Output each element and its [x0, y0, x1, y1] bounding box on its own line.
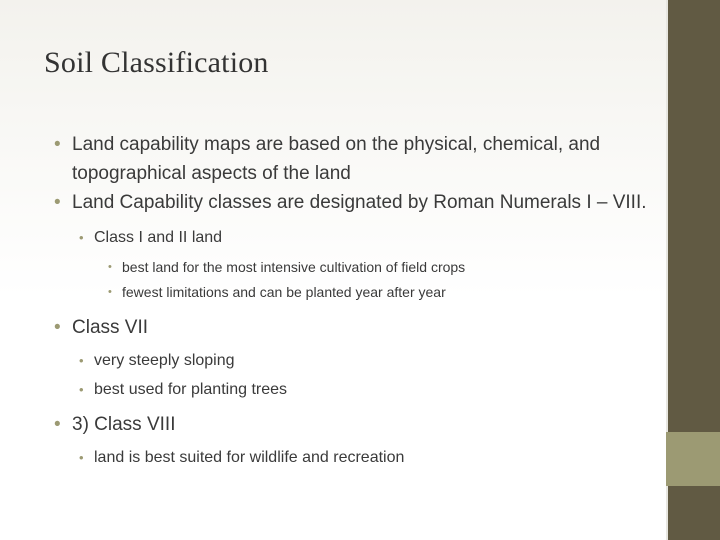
list-item [44, 443, 654, 472]
list-item-text: 3) Class VIII [72, 414, 176, 435]
list-item-text: Land Capability classes are designated by Roman Numerals I – VIII. [72, 192, 647, 213]
bullet-icon: • [79, 450, 84, 465]
bullet-icon: • [79, 230, 84, 245]
list-item-text: best used for planting trees [94, 381, 288, 398]
list-item-text: Land capability maps are based on the physical, chemical, and topographical aspects of the land [72, 134, 601, 184]
list-item [44, 280, 654, 305]
bullet-icon: • [54, 134, 61, 155]
list-item [44, 375, 654, 404]
list-item-text: best land for the most intensive cultivation of field crops [122, 259, 466, 275]
bullet-icon: • [54, 192, 61, 213]
bullet-icon: • [54, 317, 61, 338]
list-item-text: Class VII [72, 317, 149, 338]
list-item [44, 130, 654, 188]
list-item-text: land is best suited for wildlife and recreation [94, 449, 405, 466]
slide-title: Soil Classification [44, 46, 269, 79]
bullet-icon: • [108, 286, 112, 298]
list-item [44, 188, 654, 217]
list-item-text: very steeply sloping [94, 352, 235, 369]
list-item [44, 255, 654, 280]
list-item-text: Class I and II land [94, 229, 223, 246]
bullet-icon: • [54, 414, 61, 435]
list-item [44, 410, 654, 439]
bullet-icon: • [79, 353, 84, 368]
list-item-text: fewest limitations and can be planted year after year [122, 284, 446, 300]
list-item [44, 346, 654, 375]
list-item [44, 223, 654, 252]
sidebar-accent-block [666, 432, 720, 486]
list-item [44, 313, 654, 342]
bullet-icon: • [108, 261, 112, 273]
bullet-list [44, 130, 654, 472]
bullet-icon: • [79, 382, 84, 397]
